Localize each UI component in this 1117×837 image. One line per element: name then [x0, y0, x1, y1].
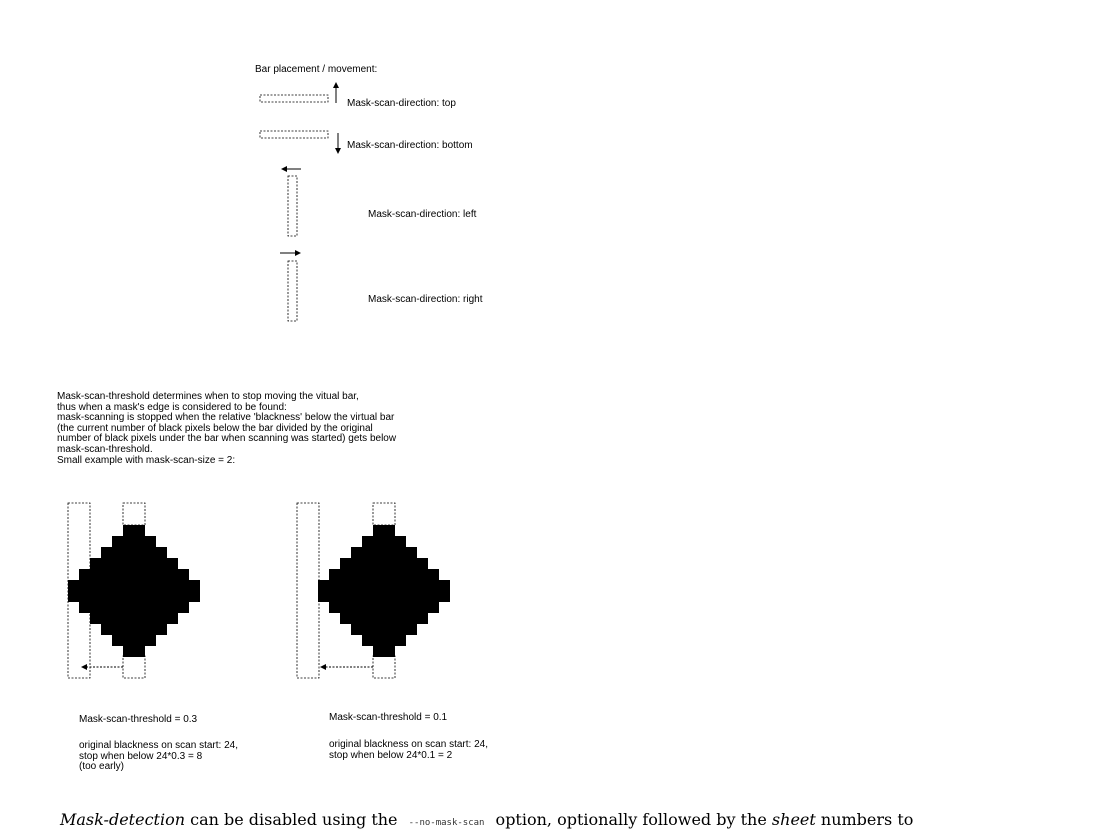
- example-2-diamond: [318, 525, 450, 657]
- doc-text: option, optionally followed by the: [490, 810, 772, 829]
- example-2-side-bar: [297, 503, 319, 678]
- example-1-bottom-cell: [123, 656, 145, 678]
- example-2-figure: [297, 503, 450, 678]
- doc-term-sheet: sheet: [771, 810, 816, 829]
- example-2-bottom-cell: [373, 656, 395, 678]
- explanation-line: thus when a mask's edge is considered to be found:: [57, 401, 287, 413]
- explanation-line: mask-scanning is stopped when the relative 'blackness' below the virtual bar: [57, 412, 395, 424]
- explanation-line: (the current number of black pixels below the bar divided by the original: [57, 422, 373, 434]
- direction-label-right: Mask-scan-direction: right: [368, 294, 483, 305]
- bar-section-title: Bar placement / movement:: [255, 64, 378, 75]
- doc-text: numbers to: [815, 810, 914, 829]
- explanation-line: number of black pixels under the bar when scanning was started) gets below: [57, 433, 397, 445]
- bar-top: [260, 95, 328, 102]
- example-1-figure: [68, 503, 200, 678]
- example-1-threshold-label: Mask-scan-threshold = 0.3: [79, 714, 198, 725]
- example-2-top-cell: [373, 503, 395, 525]
- direction-label-top: Mask-scan-direction: top: [347, 98, 456, 109]
- note-line: (too early): [79, 761, 125, 773]
- doc-term-mask-detection: Mask-detection: [60, 810, 186, 829]
- bar-right: [288, 261, 297, 321]
- note-line: original blackness on scan start: 24,: [329, 739, 488, 750]
- example-2-note: [329, 740, 488, 761]
- example-1-diamond: [68, 525, 200, 657]
- threshold-explanation: [57, 392, 396, 466]
- example-1-top-cell: [123, 503, 145, 525]
- direction-label-left: Mask-scan-direction: left: [368, 209, 477, 220]
- doc-text-line: [60, 810, 913, 833]
- doc-option-code: --no-mask-scan: [408, 818, 485, 828]
- note-line: original blackness on scan start: 24,: [79, 740, 238, 751]
- example-1-note: [79, 741, 238, 773]
- bar-left: [288, 176, 297, 236]
- direction-label-bottom: Mask-scan-direction: bottom: [347, 140, 473, 151]
- bar-bottom: [260, 131, 328, 138]
- explanation-line: Small example with mask-scan-size = 2:: [57, 454, 236, 466]
- explanation-line: Mask-scan-threshold determines when to stop moving the vitual bar,: [57, 391, 359, 402]
- example-2-threshold-label: Mask-scan-threshold = 0.1: [329, 712, 448, 723]
- note-line: stop when below 24*0.1 = 2: [329, 749, 453, 761]
- explanation-line: mask-scan-threshold.: [57, 443, 153, 455]
- note-line: stop when below 24*0.3 = 8: [79, 750, 203, 762]
- doc-text: can be disabled using the: [185, 810, 403, 829]
